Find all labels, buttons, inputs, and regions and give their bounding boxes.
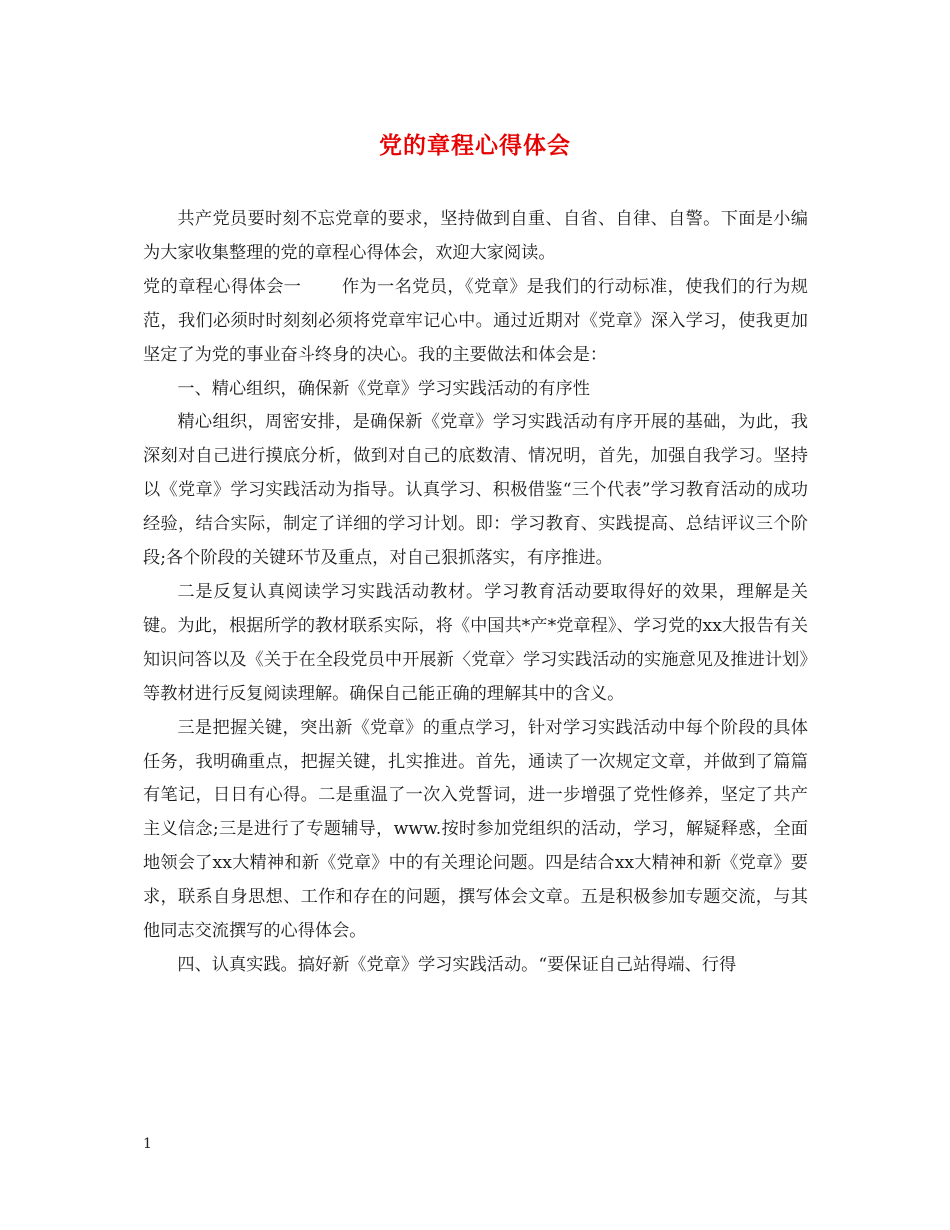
page-number: 1 <box>143 1136 152 1152</box>
paragraph-practice: 四、认真实践。搞好新《党章》学习实践活动。“要保证自己站得端、行得 <box>177 954 737 975</box>
paragraph-heading-one: 一、精心组织，确保新《党章》学习实践活动的有序性 <box>177 378 590 399</box>
paragraph-reading: 二是反复认真阅读学习实践活动教材。学习教育活动要取得好的效果，理解是关键。为此，根据所学的教材联系实际，将《中国共*产*党章程》、学习党的xx大报告有关知识问答以及《关于在全段党员中开展新〈党章〉学习实践活动的实施意见及推进计划》等教材进行反复阅读理解。确保自己能正确的理解其中的含义。 <box>143 581 808 704</box>
document-title: 党的章程心得体会 <box>379 132 571 159</box>
document-body <box>143 203 808 983</box>
paragraph-key-points: 三是把握关键，突出新《党章》的重点学习，针对学习实践活动中每个阶段的具体任务，我明确重点，把握关键，扎实推进。首先，通读了一次规定文章，并做到了篇篇有笔记，日日有心得。二是重温了一次入党誓词，进一步增强了党性修养，坚定了共产主义信念;三是进行了专题辅导，www.按时参加党组织的活动，学习，解疑释惑，全面地领会了xx大精神和新《党章》中的有关理论问题。四是结合xx大精神和新《党章》要求，联系自身思想、工作和存在的问题，撰写体会文章。五是积极参加专题交流，与其他同志交流撰写的心得体会。 <box>143 717 808 942</box>
paragraph-section-one <box>143 271 808 373</box>
paragraph-intro: 共产党员要时刻不忘党章的要求，坚持做到自重、自省、自律、自警。下面是小编为大家收集整理的党的章程心得体会，欢迎大家阅读。 <box>143 209 808 263</box>
section-one-text: 作为一名党员，《党章》是我们的行动标准，使我们的行为规范，我们必须时时刻刻必须将党章牢记心中。通过近期对《党章》深入学习，使我更加坚定了为党的事业奋斗终身的决心。我的主要做法和体会是： <box>143 276 808 365</box>
section-label: 党的章程心得体会一 <box>143 276 302 297</box>
paragraph-organization: 精心组织，周密安排，是确保新《党章》学习实践活动有序开展的基础，为此，我深刻对自己进行摸底分析，做到对自己的底数清、情况明，首先，加强自我学习。坚持以《党章》学习实践活动为指导。认真学习、积极借鉴“三个代表”学习教育活动的成功经验，结合实际，制定了详细的学习计划。即：学习教育、实践提高、总结评议三个阶段;各个阶段的关键环节及重点，对自己狠抓落实，有序推进。 <box>143 412 808 569</box>
